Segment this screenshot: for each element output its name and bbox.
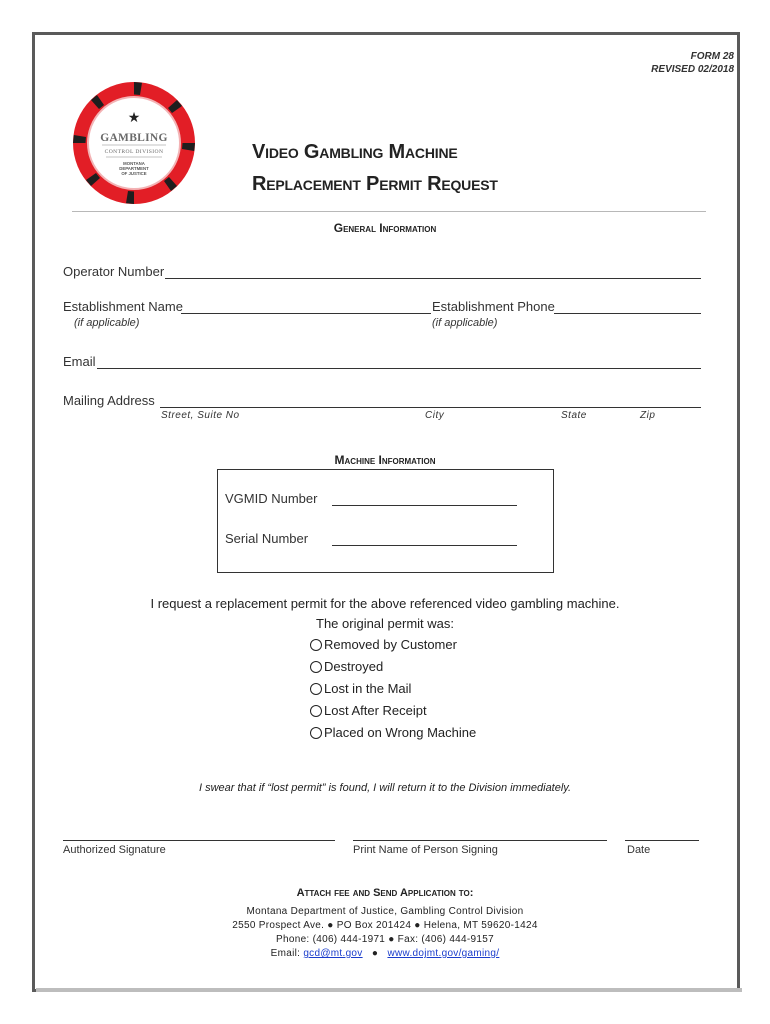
address-zip-hint: Zip bbox=[640, 410, 656, 421]
option-placed-on-wrong-machine[interactable] bbox=[310, 725, 476, 740]
option-lost-after-receipt[interactable] bbox=[310, 703, 427, 718]
footer-phone-fax: Phone: (406) 444-1971 ● Fax: (406) 444-9157 bbox=[276, 934, 494, 945]
email-label: Email bbox=[63, 354, 96, 369]
authorized-signature-label: Authorized Signature bbox=[63, 844, 166, 856]
address-street-hint: Street, Suite No bbox=[161, 410, 240, 421]
email-link[interactable]: gcd@mt.gov bbox=[303, 948, 363, 959]
title-line-2: Replacement Permit Request bbox=[252, 173, 498, 195]
date-field[interactable] bbox=[625, 840, 699, 841]
gambling-control-division-logo bbox=[72, 81, 196, 205]
logo-dept-1: MONTANA bbox=[123, 161, 145, 166]
email-field[interactable] bbox=[97, 368, 701, 369]
request-statement: I request a replacement permit for the above referenced video gambling machine. bbox=[150, 596, 620, 611]
radio-button[interactable] bbox=[310, 683, 322, 695]
serial-number-field[interactable] bbox=[332, 545, 517, 546]
logo-subtitle: CONTROL DIVISION bbox=[104, 149, 164, 155]
footer-contact bbox=[0, 948, 770, 959]
form-number: FORM 28 bbox=[690, 51, 734, 62]
machine-information-heading: Machine Information bbox=[334, 453, 436, 467]
email-prefix: Email: bbox=[270, 948, 301, 959]
option-label: Lost in the Mail bbox=[324, 681, 412, 696]
option-lost-in-mail[interactable] bbox=[310, 681, 411, 696]
option-removed-by-customer[interactable] bbox=[310, 637, 457, 652]
authorized-signature-field[interactable] bbox=[63, 840, 335, 841]
option-label: Lost After Receipt bbox=[324, 703, 427, 718]
establishment-name-field[interactable] bbox=[181, 313, 431, 314]
form-title bbox=[252, 136, 552, 200]
page-shadow bbox=[36, 988, 742, 992]
logo-dept-3: OF JUSTICE bbox=[121, 171, 147, 176]
form-meta bbox=[651, 50, 734, 76]
footer-address: 2550 Prospect Ave. ● PO Box 201424 ● Helena, MT 59620-1424 bbox=[232, 920, 538, 931]
vgmid-number-field[interactable] bbox=[332, 505, 517, 506]
footer-organization: Montana Department of Justice, Gambling Control Division bbox=[246, 906, 524, 917]
operator-number-label: Operator Number bbox=[63, 264, 165, 279]
contact-separator: ● bbox=[371, 948, 379, 959]
mailing-address-label: Mailing Address bbox=[63, 393, 155, 408]
general-information-heading: General Information bbox=[333, 221, 437, 235]
logo-dept-2: DEPARTMENT bbox=[119, 166, 149, 171]
radio-button[interactable] bbox=[310, 727, 322, 739]
form-revision: REVISED 02/2018 bbox=[651, 64, 734, 75]
vgmid-number-label: VGMID Number bbox=[225, 491, 318, 506]
address-state-hint: State bbox=[561, 410, 587, 421]
option-label: Placed on Wrong Machine bbox=[324, 725, 477, 740]
title-line-1: Video Gambling Machine bbox=[252, 141, 458, 163]
radio-button[interactable] bbox=[310, 639, 322, 651]
option-destroyed[interactable] bbox=[310, 659, 383, 674]
radio-button[interactable] bbox=[310, 705, 322, 717]
radio-button[interactable] bbox=[310, 661, 322, 673]
website-link[interactable]: www.dojmt.gov/gaming/ bbox=[387, 948, 500, 959]
option-label: Destroyed bbox=[324, 659, 384, 674]
serial-number-label: Serial Number bbox=[225, 531, 309, 546]
mailing-address-field[interactable] bbox=[160, 407, 701, 408]
operator-number-field[interactable] bbox=[165, 278, 701, 279]
print-name-field[interactable] bbox=[353, 840, 607, 841]
establishment-phone-field[interactable] bbox=[554, 313, 701, 314]
oath-statement: I swear that if “lost permit” is found, I will return it to the Division immediately. bbox=[198, 782, 572, 794]
establishment-phone-hint: (if applicable) bbox=[432, 317, 498, 329]
footer-heading: Attach fee and Send Application to: bbox=[296, 887, 474, 899]
machine-information-box bbox=[217, 469, 554, 573]
establishment-name-label: Establishment Name bbox=[63, 299, 183, 314]
star-icon: ★ bbox=[127, 110, 141, 126]
logo-title: GAMBLING bbox=[100, 132, 168, 144]
establishment-phone-label: Establishment Phone bbox=[432, 299, 555, 314]
header-divider bbox=[72, 211, 706, 212]
option-label: Removed by Customer bbox=[324, 637, 457, 652]
original-permit-prompt: The original permit was: bbox=[316, 616, 454, 631]
address-city-hint: City bbox=[425, 410, 445, 421]
print-name-label: Print Name of Person Signing bbox=[353, 844, 498, 856]
date-label: Date bbox=[627, 844, 651, 856]
establishment-name-hint: (if applicable) bbox=[74, 317, 140, 329]
